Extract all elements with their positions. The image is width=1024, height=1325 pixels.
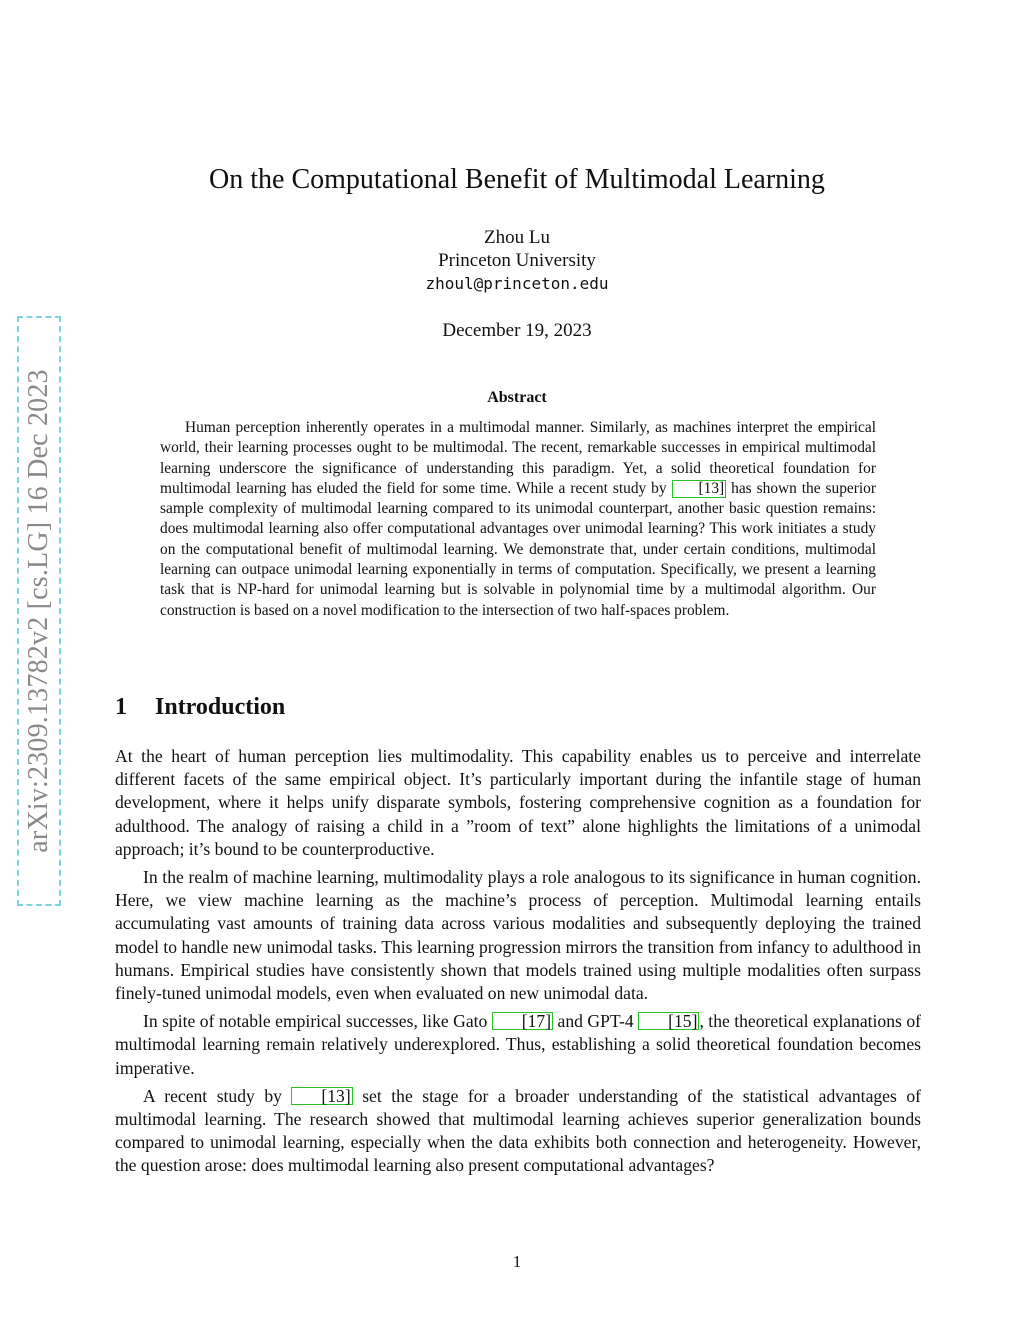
abstract-text-2: has shown the superior sample complexity of multimodal learning compared to its unimodal counterpart, another basic question remains: does multimodal learning also offer computational advantages over unimodal learning? This work initiates a study on the computational benefit of multimodal learning. We demonstrate that, under certain conditions, multimodal learning can outpace unimodal learning exponentially in terms of computation. Specifically, we present a learning task that is NP-hard for unimodal learning but is solvable in polynomial time by a multimodal algorithm. Our construction is based on a novel modification to the intersection of two half-spaces problem. [160, 479, 876, 619]
paragraph-3-text-a: In spite of notable empirical successes, like Gato [143, 1011, 492, 1032]
paragraph-1: At the heart of human perception lies multimodality. This capability enables us to perceive and interrelate different facets of the same empirical object. It’s particularly important during the infantile stage of human development, where it helps unify disparate symbols, fostering comprehensive cognition as a foundation for adulthood. The analogy of raising a child in a ”room of text” alone highlights the limitations of a unimodal approach; it’s bound to be counterproductive. [115, 746, 921, 859]
citation-link-17[interactable]: [17] [492, 1012, 553, 1030]
paragraph-4-text-b: set the stage for a broader understanding of the statistical advantages of multimodal learning. The research showed that multimodal learning achieves superior generalization bounds compared to unimodal learning, especially when the data exhibits both connection and heterogeneity. However, the question arose: does multimodal learning also present computational advantages? [115, 1085, 921, 1176]
paragraph-2: In the realm of machine learning, multimodality plays a role analogous to its significance in human cognition. Here, we view machine learning as the machine’s process of perception. Multimodal learning entails accumulating vast amounts of training data across various modalities and subsequently deploying the trained model to handle new unimodal tasks. This learning progression mirrors the transition from infancy to adulthood in humans. Empirical studies have consistently shown that models trained using multiple modalities often surpass finely-tuned unimodal models, even when evaluated on new unimodal data. [115, 867, 921, 1004]
author-name: Zhou Lu [484, 227, 550, 248]
section-heading-introduction [115, 694, 285, 721]
abstract-body [160, 418, 876, 621]
paper-date: December 19, 2023 [442, 320, 592, 341]
abstract-text-1: Human perception inherently operates in a multimodal manner. Similarly, as machines interpret the empirical world, their learning processes ought to be multimodal. The recent, remarkable successes in empirical multimodal learning underscore the significance of understanding this paradigm. Yet, a solid theoretical foundation for multimodal learning has eluded the field for some time. While a recent study by [160, 419, 876, 497]
introduction-body [115, 745, 921, 1183]
author-block [0, 226, 1024, 295]
abstract-heading: Abstract [487, 389, 547, 406]
paragraph-4-text-a: A recent study by [143, 1085, 292, 1106]
paper-title: On the Computational Benefit of Multimodal Learning [209, 164, 825, 195]
section-number: 1 [115, 694, 127, 720]
paragraph-4 [115, 1085, 921, 1178]
citation-link-15[interactable]: [15] [638, 1012, 699, 1030]
page-number: 1 [512, 1252, 522, 1271]
author-email[interactable]: zhoul@princeton.edu [425, 274, 609, 293]
paragraph-3-text-b: and GPT-4 [553, 1011, 639, 1032]
section-title: Introduction [155, 694, 286, 720]
arxiv-identifier: arXiv:2309.13782v2 [cs.LG] 16 Dec 2023 [23, 369, 54, 853]
author-affiliation: Princeton University [438, 250, 596, 271]
paragraph-3 [115, 1010, 921, 1080]
paragraph-3-text-c: , the theoretical explanations of multimodal learning remain relatively underexplored. Thus, establishing a solid theoretical foundation becomes imperative. [115, 1011, 921, 1078]
citation-link-13-body[interactable]: [13] [291, 1087, 352, 1105]
citation-link-13[interactable]: [13] [672, 480, 727, 498]
